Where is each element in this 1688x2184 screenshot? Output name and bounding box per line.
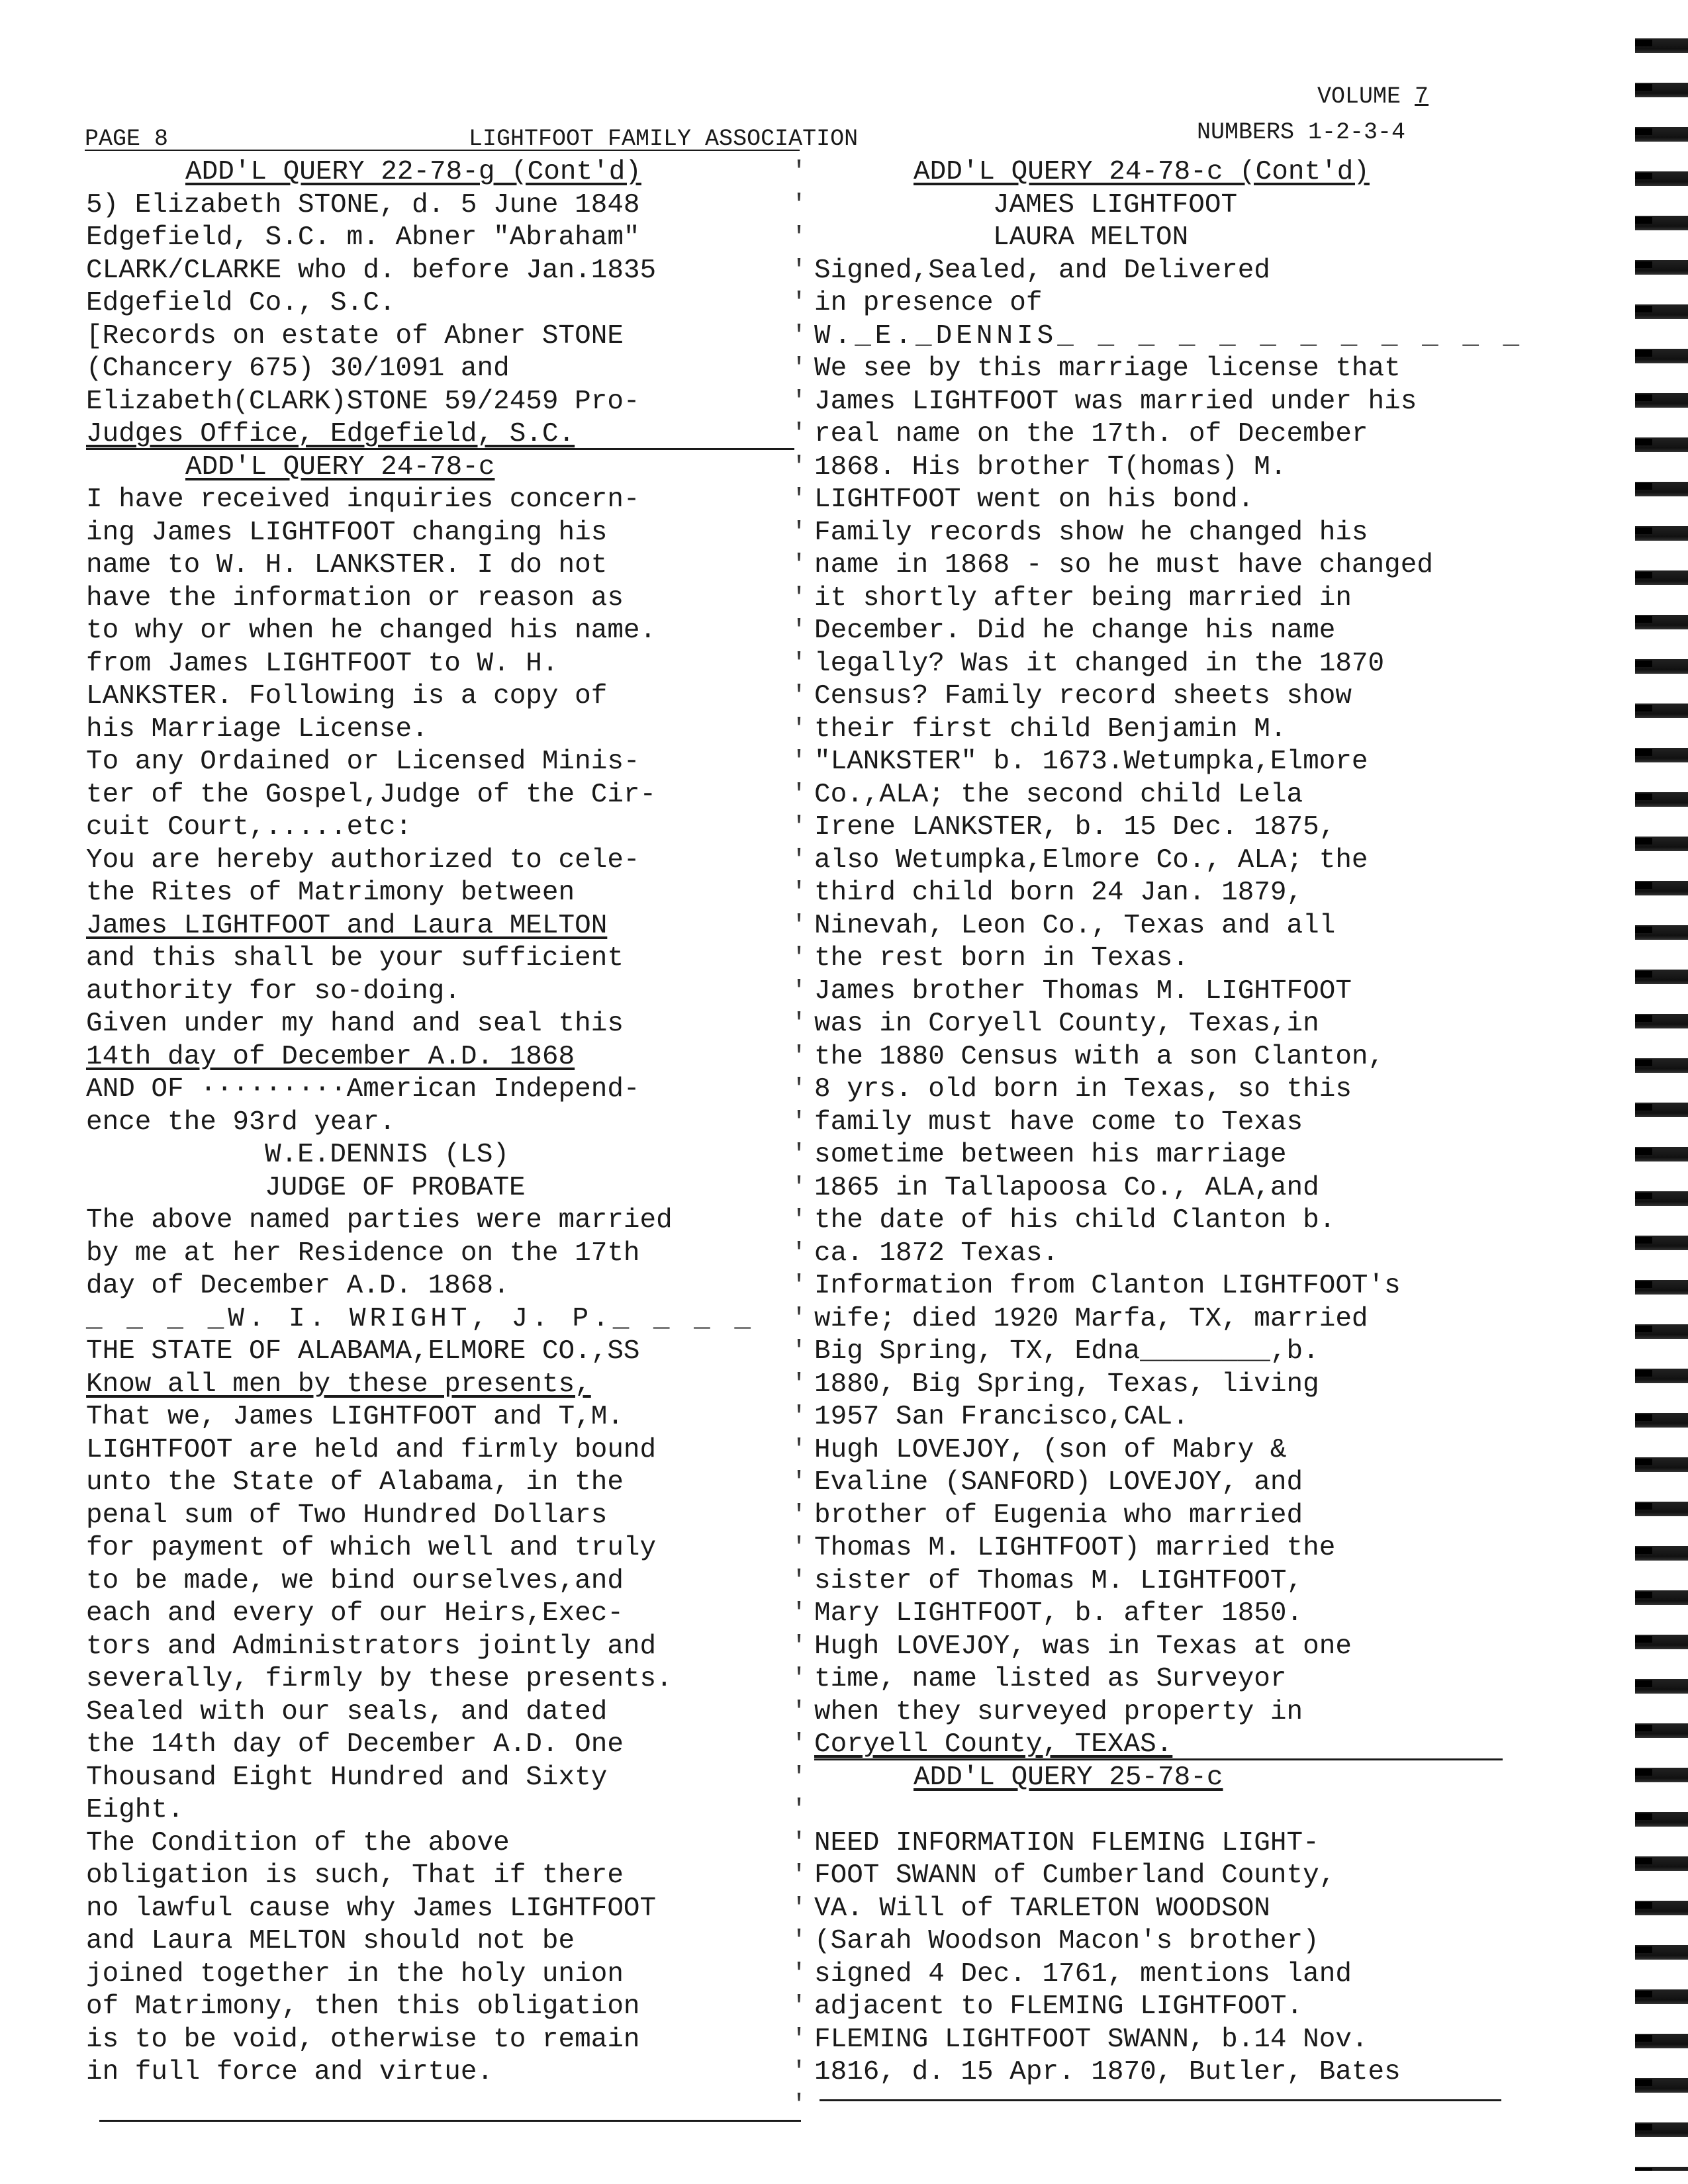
right-bottom-rule <box>820 2099 1501 2101</box>
text-line: The above named parties were married <box>86 1205 673 1236</box>
text-line: ca. 1872 Texas. <box>814 1238 1059 1269</box>
text-line: James LIGHTFOOT and Laura MELTON <box>86 910 608 941</box>
text-line: wife; died 1920 Marfa, TX, married <box>814 1303 1368 1334</box>
text-line: 14th day of December A.D. 1868 <box>86 1041 575 1072</box>
text-line: 5) Elizabeth STONE, d. 5 June 1848 <box>86 189 640 220</box>
text-line: LIGHTFOOT went on his bond. <box>814 484 1254 515</box>
text-line <box>814 1794 1503 1827</box>
text-line: Information from Clanton LIGHTFOOT's <box>814 1271 1401 1301</box>
text-line: the 1880 Census with a son Clanton, <box>814 1041 1385 1072</box>
text-line: To any Ordained or Licensed Minis- <box>86 747 640 777</box>
text-line: penal sum of Two Hundred Dollars <box>86 1500 608 1531</box>
text-line: Thousand Eight Hundred and Sixty <box>86 1762 608 1793</box>
text-line: Thomas M. LIGHTFOOT) married the <box>814 1533 1336 1563</box>
text-line: Edgefield, S.C. m. Abner "Abraham" <box>86 222 640 253</box>
text-line: name in 1868 - so he must have changed <box>814 550 1433 580</box>
text-line: Elizabeth(CLARK)STONE 59/2459 Pro- <box>86 386 640 417</box>
text-line: adjacent to FLEMING LIGHTFOOT. <box>814 1991 1303 2022</box>
text-line: third child born 24 Jan. 1879, <box>814 878 1303 908</box>
query-heading: ADD'L QUERY 25-78-c <box>914 1762 1223 1793</box>
text-line: 1816, d. 15 Apr. 1870, Butler, Bates <box>814 2057 1401 2087</box>
header-rule <box>85 150 800 151</box>
text-line: LIGHTFOOT are held and firmly bound <box>86 1434 657 1465</box>
text-line: Coryell County, TEXAS. <box>814 1729 1503 1762</box>
text-line: W.E.DENNIS (LS) <box>265 1140 510 1170</box>
text-line: the rest born in Texas. <box>814 943 1189 974</box>
text-line: severally, firmly by these presents. <box>86 1664 673 1694</box>
column-divider: ' ' ' ' ' ' ' ' ' ' ' ' ' ' ' ' ' ' ' ' ' ' ' ' ' ' ' ' ' ' ' ' ' ' ' ' ' ' ' ' ' ' ' ' ' ' ' ' ' ' ' ' ' ' ' ' ' ' ' ' <box>790 158 807 2120</box>
text-line: from James LIGHTFOOT to W. H. <box>86 648 559 679</box>
query-heading: ADD'L QUERY 24-78-c <box>185 451 495 482</box>
text-line: Big Spring, TX, Edna________,b. <box>814 1336 1319 1367</box>
text-line: Edgefield Co., S.C. <box>86 288 396 318</box>
text-line: VA. Will of TARLETON WOODSON <box>814 1893 1270 1924</box>
text-line: signed 4 Dec. 1761, mentions land <box>814 1958 1352 1989</box>
text-line: brother of Eugenia who married <box>814 1500 1303 1531</box>
text-line: to be made, we bind ourselves,and <box>86 1565 624 1596</box>
text-line: have the information or reason as <box>86 582 624 614</box>
text-line: and this shall be your sufficient <box>86 943 624 974</box>
text-line: LAURA MELTON <box>993 222 1189 253</box>
text-line: it shortly after being married in <box>814 582 1352 614</box>
text-line: LANKSTER. Following is a copy of <box>86 681 608 711</box>
text-line: Evaline (SANFORD) LOVEJOY, and <box>814 1467 1303 1498</box>
text-line: the date of his child Clanton b. <box>814 1205 1336 1236</box>
text-line: James LIGHTFOOT was married under his <box>814 386 1417 417</box>
text-line: AND OF ·········American Independ- <box>86 1074 640 1105</box>
text-line: W._E._DENNIS_ _ _ _ _ _ _ _ _ _ _ _ <box>814 320 1524 351</box>
query-heading: ADD'L QUERY 22-78-g (Cont'd) <box>185 157 641 187</box>
text-line: his Marriage License. <box>86 713 428 745</box>
text-line: day of December A.D. 1868. <box>86 1271 510 1301</box>
text-line: authority for so-doing. <box>86 976 461 1007</box>
text-line: Signed,Sealed, and Delivered <box>814 255 1270 286</box>
text-line: ence the 93rd year. <box>86 1107 396 1138</box>
spiral-binding <box>1631 26 1688 2171</box>
text-line: (Chancery 675) 30/1091 and <box>86 353 510 384</box>
text-line: Mary LIGHTFOOT, b. after 1850. <box>814 1598 1303 1629</box>
text-line: [Records on estate of Abner STONE <box>86 320 624 351</box>
right-column <box>814 156 1524 2089</box>
text-line: ter of the Gospel,Judge of the Cir- <box>86 779 657 810</box>
text-line: time, name listed as Surveyor <box>814 1664 1287 1694</box>
volume-number: 7 <box>1415 83 1429 110</box>
text-line: obligation is such, That if there <box>86 1860 624 1891</box>
volume-label: VOLUME 7 <box>1317 83 1429 110</box>
text-line: ing James LIGHTFOOT changing his <box>86 517 608 548</box>
text-line: December. Did he change his name <box>814 615 1336 646</box>
text-line: unto the State of Alabama, in the <box>86 1467 624 1498</box>
text-line: That we, James LIGHTFOOT and T,M. <box>86 1402 624 1432</box>
text-line: in presence of <box>814 288 1043 318</box>
text-line: Family records show he changed his <box>814 517 1368 548</box>
text-line: the Rites of Matrimony between <box>86 878 575 908</box>
text-line: JAMES LIGHTFOOT <box>993 189 1238 220</box>
text-line: Hugh LOVEJOY, was in Texas at one <box>814 1631 1352 1662</box>
text-line: in full force and virtue. <box>86 2057 494 2087</box>
text-line: THE STATE OF ALABAMA,ELMORE CO.,SS <box>86 1336 640 1367</box>
text-line: 1868. His brother T(homas) M. <box>814 451 1287 482</box>
text-line: cuit Court,.....etc: <box>86 812 412 842</box>
text-line: was in Coryell County, Texas,in <box>814 1009 1319 1039</box>
text-line: joined together in the holy union <box>86 1958 624 1989</box>
text-line: 1865 in Tallapoosa Co., ALA,and <box>814 1172 1319 1203</box>
text-line: also Wetumpka,Elmore Co., ALA; the <box>814 844 1368 876</box>
text-line: Judges Office, Edgefield, S.C. <box>86 418 794 451</box>
text-line: Sealed with our seals, and dated <box>86 1696 608 1727</box>
text-line: sister of Thomas M. LIGHTFOOT, <box>814 1565 1303 1596</box>
issue-numbers: NUMBERS 1-2-3-4 <box>1197 119 1406 146</box>
text-line: to why or when he changed his name. <box>86 615 657 646</box>
page-header <box>85 79 1475 152</box>
text-line: Know all men by these presents, <box>86 1369 591 1400</box>
text-line: We see by this marriage license that <box>814 353 1401 384</box>
text-line: the 14th day of December A.D. One <box>86 1729 624 1760</box>
query-heading: ADD'L QUERY 24-78-c (Cont'd) <box>914 157 1370 187</box>
text-line: each and every of our Heirs,Exec- <box>86 1598 624 1629</box>
text-line: real name on the 17th. of December <box>814 419 1368 449</box>
text-line: CLARK/CLARKE who d. before Jan.1835 <box>86 255 657 286</box>
text-line: by me at her Residence on the 17th <box>86 1238 640 1269</box>
text-line: I have received inquiries concern- <box>86 484 640 515</box>
text-line: their first child Benjamin M. <box>814 713 1287 745</box>
text-line: 8 yrs. old born in Texas, so this <box>814 1074 1352 1105</box>
text-line: tors and Administrators jointly and <box>86 1631 657 1662</box>
text-line: is to be void, otherwise to remain <box>86 2024 640 2055</box>
text-line: of Matrimony, then this obligation <box>86 1991 640 2022</box>
text-line: name to W. H. LANKSTER. I do not <box>86 550 608 580</box>
text-line: for payment of which well and truly <box>86 1533 657 1563</box>
text-line: Co.,ALA; the second child Lela <box>814 779 1303 810</box>
text-line: no lawful cause why James LIGHTFOOT <box>86 1893 657 1924</box>
left-bottom-rule <box>99 2120 801 2122</box>
text-line: James brother Thomas M. LIGHTFOOT <box>814 976 1352 1007</box>
text-line: _ _ _ _W. I. WRIGHT, J. P._ _ _ _ <box>86 1303 755 1334</box>
text-line: FLEMING LIGHTFOOT SWANN, b.14 Nov. <box>814 2024 1368 2055</box>
text-line: JUDGE OF PROBATE <box>265 1172 526 1203</box>
text-line: Hugh LOVEJOY, (son of Mabry & <box>814 1434 1287 1465</box>
left-column <box>86 156 794 2089</box>
text-line: The Condition of the above <box>86 1827 510 1858</box>
text-line: when they surveyed property in <box>814 1696 1303 1727</box>
text-line: and Laura MELTON should not be <box>86 1926 575 1956</box>
text-line: legally? Was it changed in the 1870 <box>814 648 1385 679</box>
text-line: 1880, Big Spring, Texas, living <box>814 1369 1319 1400</box>
text-line: sometime between his marriage <box>814 1140 1287 1170</box>
text-line: NEED INFORMATION FLEMING LIGHT- <box>814 1827 1319 1858</box>
text-line: Ninevah, Leon Co., Texas and all <box>814 910 1336 941</box>
association-title: LIGHTFOOT FAMILY ASSOCIATION <box>469 126 859 152</box>
text-line: You are hereby authorized to cele- <box>86 844 640 876</box>
text-line: FOOT SWANN of Cumberland County, <box>814 1860 1336 1891</box>
text-line: family must have come to Texas <box>814 1107 1303 1138</box>
text-line: Irene LANKSTER, b. 15 Dec. 1875, <box>814 812 1336 842</box>
page-number: PAGE 8 <box>85 126 169 152</box>
text-line: (Sarah Woodson Macon's brother) <box>814 1926 1319 1956</box>
text-line: "LANKSTER" b. 1673.Wetumpka,Elmore <box>814 747 1368 777</box>
text-line: 1957 San Francisco,CAL. <box>814 1402 1189 1432</box>
text-line: Given under my hand and seal this <box>86 1009 624 1039</box>
text-line: Eight. <box>86 1795 184 1825</box>
text-line: Census? Family record sheets show <box>814 681 1352 711</box>
